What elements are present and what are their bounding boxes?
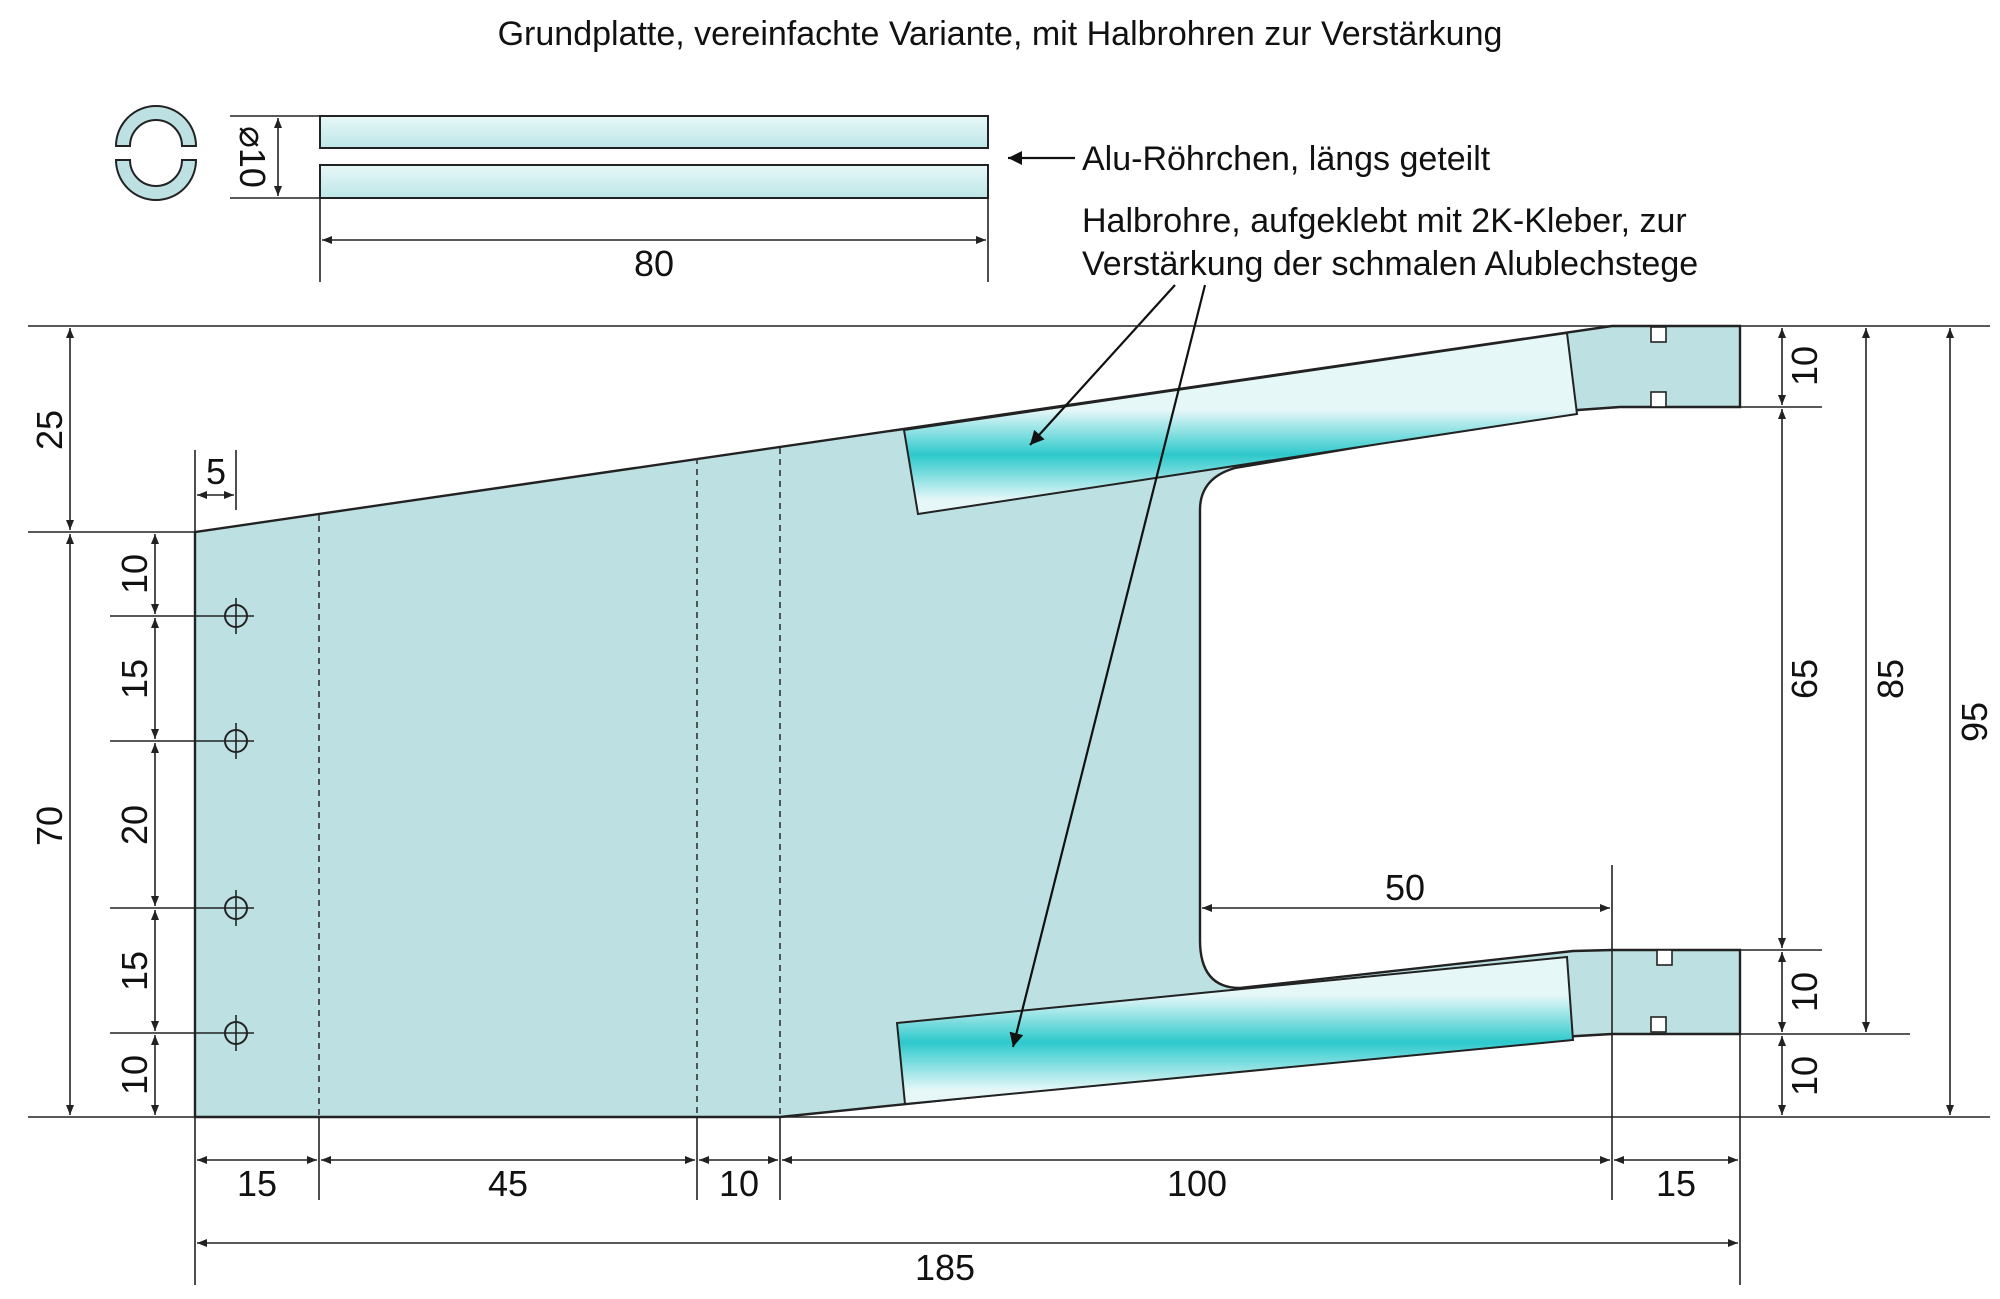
dim-bottom-segment-4: 100 (1166, 1163, 1228, 1204)
drawing-title: Grundplatte, vereinfachte Variante, mit Halbrohren zur Verstärkung (497, 15, 1503, 53)
dim-bottom-segment-2: 45 (487, 1163, 529, 1204)
dim-hole-spacing-4: 15 (114, 950, 155, 992)
arm-hole-2 (1651, 392, 1666, 407)
dim-hole-spacing-2: 15 (114, 658, 155, 700)
base-plate (195, 326, 1740, 1117)
dim-right-arm-bottom-b: 10 (1784, 1055, 1825, 1097)
dim-bottom-segment-5: 15 (1655, 1163, 1697, 1204)
tube-half-lower (320, 165, 988, 198)
dim-hole-spacing-1: 10 (114, 553, 155, 595)
dim-overall-length: 185 (914, 1247, 976, 1288)
dim-tip-offset: 5 (205, 451, 227, 492)
tube-split-label: Alu-Röhrchen, längs geteilt (1082, 140, 1491, 178)
dim-right-arm-mid: 85 (1870, 658, 1911, 700)
tube-length-label: 80 (633, 243, 675, 284)
dim-slot-width: 50 (1384, 867, 1426, 908)
dim-right-arm-bottom-a: 10 (1784, 971, 1825, 1013)
tube-section-lower-icon (116, 160, 196, 200)
dim-right-arm-top: 10 (1784, 345, 1825, 387)
dim-hole-spacing-3: 20 (114, 804, 155, 846)
arm-hole-1 (1651, 327, 1666, 342)
half-tubes-label-line1: Halbrohre, aufgeklebt mit 2K-Kleber, zur (1082, 202, 1687, 240)
dim-right-overall: 95 (1954, 701, 1995, 743)
tube-half-upper (320, 116, 988, 148)
dim-left-total: 70 (29, 805, 70, 847)
arm-hole-3 (1657, 950, 1672, 965)
arm-hole-4 (1651, 1017, 1666, 1032)
dim-bottom-segment-1: 15 (236, 1163, 278, 1204)
tube-diameter-label: ⌀10 (232, 126, 273, 188)
half-tubes-label-line2: Verstärkung der schmalen Alublechstege (1082, 245, 1699, 283)
dim-left-top-offset: 25 (29, 409, 70, 451)
dim-bottom-segment-3: 10 (718, 1163, 760, 1204)
tube-section-upper-icon (116, 106, 196, 146)
half-tube-upper (904, 333, 1577, 514)
dim-hole-spacing-5: 10 (114, 1054, 155, 1096)
dim-right-gap: 65 (1784, 658, 1825, 700)
